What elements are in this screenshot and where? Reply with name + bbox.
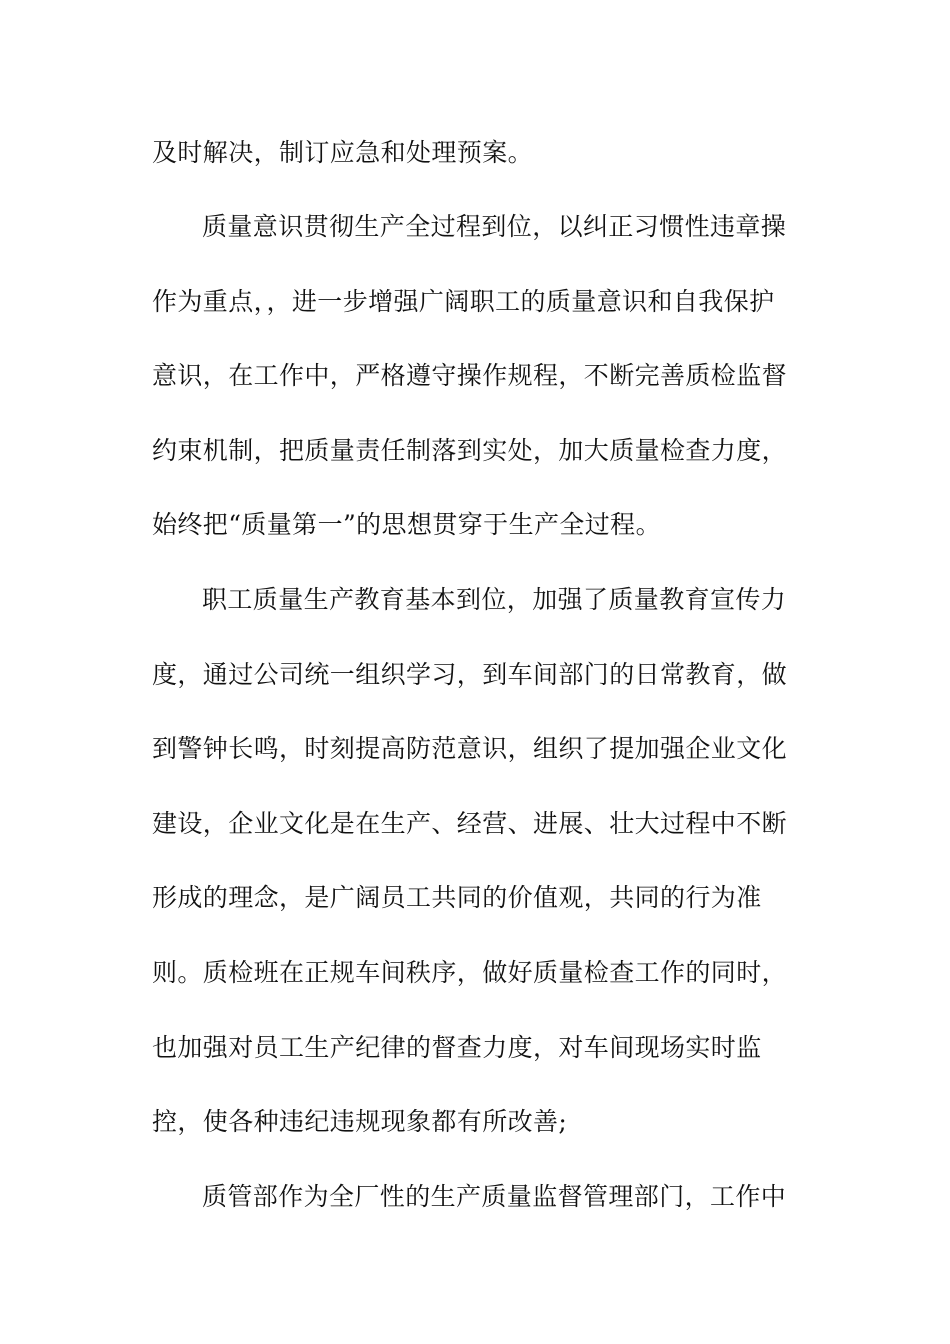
text-line: 始终把“质量第一”的思想贯穿于生产全过程。	[152, 510, 661, 539]
text-line: 作为重点，，进一步增强广阔职工的质量意识和自我保护	[152, 287, 775, 316]
text-line: 约束机制，把质量责任制落到实处，加大质量检查力度，	[152, 436, 788, 465]
text-line: 度，通过公司统一组织学习，到车间部门的日常教育，做	[152, 660, 788, 689]
paragraph-first-line: 质量意识贯彻生产全过程到位，以纠正习惯性违章操	[202, 212, 787, 241]
paragraph-first-line: 质管部作为全厂性的生产质量监督管理部门，工作中	[202, 1182, 787, 1211]
text-line: 控，使各种违纪违规现象都有所改善;	[152, 1107, 568, 1136]
text-line: 则。质检班在正规车间秩序，做好质量检查工作的同时，	[152, 958, 788, 987]
text-line: 意识，在工作中，严格遵守操作规程，不断完善质检监督	[152, 361, 788, 390]
text-line: 形成的理念，是广阔员工共同的价值观，共同的行为准	[152, 883, 762, 912]
text-line: 建设，企业文化是在生产、经营、进展、壮大过程中不断	[152, 809, 788, 838]
text-line: 到警钟长鸣，时刻提高防范意识，组织了提加强企业文化	[152, 734, 788, 763]
paragraph-first-line: 职工质量生产教育基本到位，加强了质量教育宣传力	[202, 585, 787, 614]
text-line: 及时解决，制订应急和处理预案。	[152, 138, 534, 167]
text-line: 也加强对员工生产纪律的督查力度，对车间现场实时监	[152, 1033, 762, 1062]
